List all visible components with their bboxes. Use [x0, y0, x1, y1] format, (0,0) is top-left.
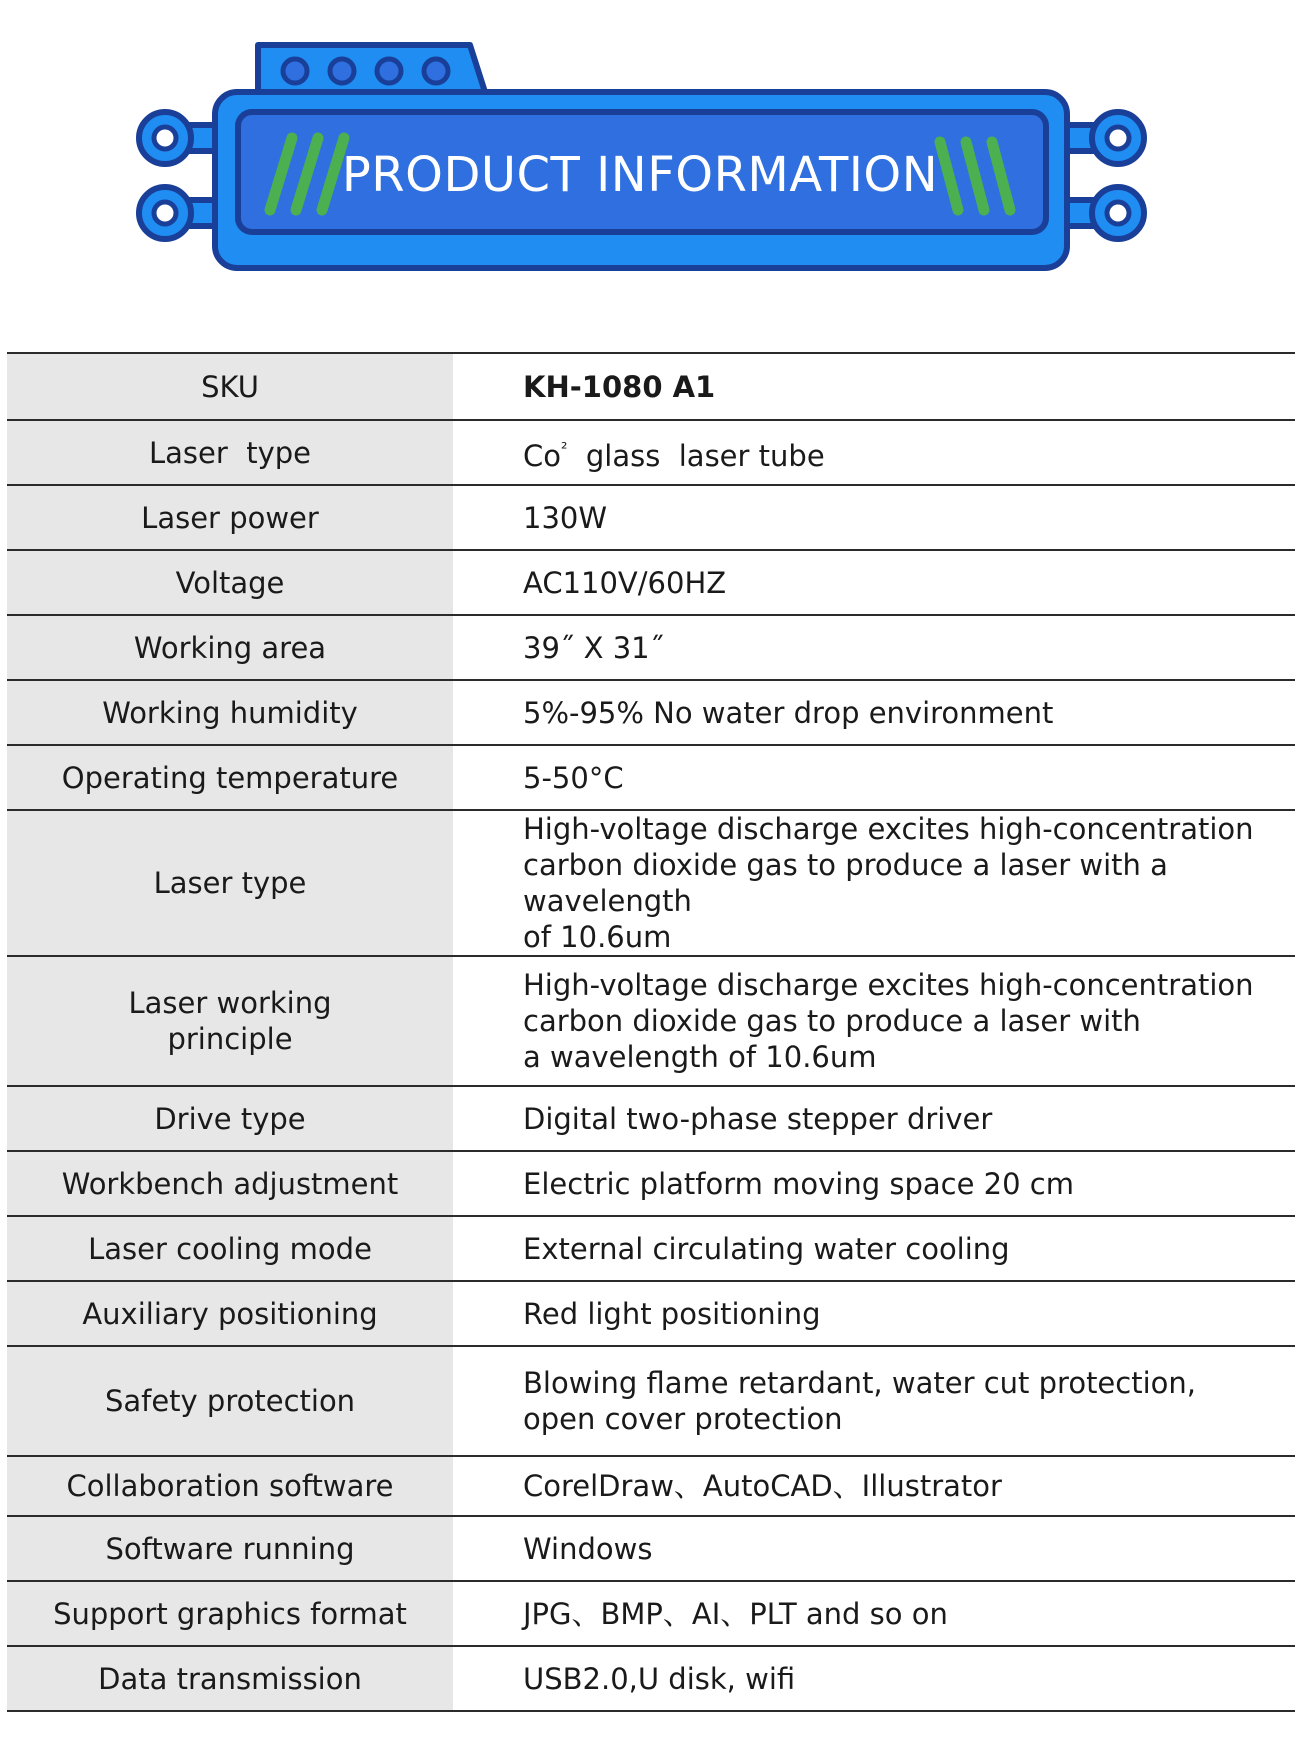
- spec-value: [453, 956, 1295, 1086]
- table-row: [7, 1151, 1295, 1216]
- spec-value-sup: ²: [561, 439, 568, 458]
- spec-value: Electric platform moving space 20 cm: [453, 1151, 1295, 1216]
- spec-label: Voltage: [7, 550, 453, 615]
- spec-value-line: High-voltage discharge excites high-concentration: [523, 968, 1254, 1002]
- spec-label: Laser power: [7, 485, 453, 550]
- spec-value: [453, 420, 1295, 485]
- spec-value: [453, 1346, 1295, 1456]
- spec-value-line: a wavelength of 10.6um: [523, 1040, 877, 1074]
- table-row: [7, 1086, 1295, 1151]
- table-row: [7, 956, 1295, 1086]
- spec-label: Software running: [7, 1516, 453, 1581]
- spec-label-line: Laser working: [128, 986, 332, 1020]
- spec-value: USB2.0,U disk, wifi: [453, 1646, 1295, 1711]
- spec-table: [7, 352, 1295, 1712]
- table-row: [7, 1516, 1295, 1581]
- spec-value-line: Blowing flame retardant, water cut protection,: [523, 1366, 1196, 1400]
- table-row: [7, 550, 1295, 615]
- spec-label-line: principle: [167, 1022, 293, 1056]
- table-row: [7, 353, 1295, 420]
- product-information-banner: [0, 0, 1300, 300]
- spec-value: AC110V/60HZ: [453, 550, 1295, 615]
- spec-value-line: of 10.6um: [523, 920, 672, 954]
- spec-value-line: carbon dioxide gas to produce a laser with a wavelength: [523, 848, 1168, 918]
- spec-value-line: High-voltage discharge excites high-concentration: [523, 812, 1254, 846]
- table-row: [7, 1456, 1295, 1516]
- spec-value: 5%-95% No water drop environment: [453, 680, 1295, 745]
- spec-label: Safety protection: [7, 1346, 453, 1456]
- table-row: [7, 1216, 1295, 1281]
- table-row: [7, 420, 1295, 485]
- spec-value: KH-1080 A1: [453, 353, 1295, 420]
- spec-label: Working humidity: [7, 680, 453, 745]
- spec-value: [453, 810, 1295, 956]
- spec-label: Auxiliary positioning: [7, 1281, 453, 1346]
- spec-value: 39˝ X 31˝: [453, 615, 1295, 680]
- spec-value: Digital two-phase stepper driver: [453, 1086, 1295, 1151]
- spec-value: External circulating water cooling: [453, 1216, 1295, 1281]
- spec-label: SKU: [7, 353, 453, 420]
- spec-value: CorelDraw、AutoCAD、Illustrator: [453, 1456, 1295, 1516]
- table-row: [7, 1281, 1295, 1346]
- spec-value: Windows: [453, 1516, 1295, 1581]
- spec-label: Drive type: [7, 1086, 453, 1151]
- spec-label: Laser type: [7, 420, 453, 485]
- spec-value-post: glass laser tube: [567, 439, 825, 473]
- spec-value: Red light positioning: [453, 1281, 1295, 1346]
- spec-value: 130W: [453, 485, 1295, 550]
- table-row: [7, 680, 1295, 745]
- spec-label: [7, 956, 453, 1086]
- spec-label: Workbench adjustment: [7, 1151, 453, 1216]
- spec-value-pre: Co: [523, 439, 561, 473]
- spec-label: Support graphics format: [7, 1581, 453, 1646]
- spec-label: Laser type: [7, 810, 453, 956]
- table-row: [7, 810, 1295, 956]
- table-row: [7, 745, 1295, 810]
- spec-value: 5-50°C: [453, 745, 1295, 810]
- spec-label: Operating temperature: [7, 745, 453, 810]
- table-row: [7, 615, 1295, 680]
- spec-label: Working area: [7, 615, 453, 680]
- spec-label: Collaboration software: [7, 1456, 453, 1516]
- spec-label: Laser cooling mode: [7, 1216, 453, 1281]
- table-row: [7, 1646, 1295, 1711]
- spec-label: Data transmission: [7, 1646, 453, 1711]
- table-row: [7, 1346, 1295, 1456]
- spec-value-line: carbon dioxide gas to produce a laser with: [523, 1004, 1141, 1038]
- spec-value: JPG、BMP、AI、PLT and so on: [453, 1581, 1295, 1646]
- banner-title: PRODUCT INFORMATION: [341, 147, 939, 203]
- spec-value-line: open cover protection: [523, 1402, 843, 1436]
- table-row: [7, 1581, 1295, 1646]
- table-row: [7, 485, 1295, 550]
